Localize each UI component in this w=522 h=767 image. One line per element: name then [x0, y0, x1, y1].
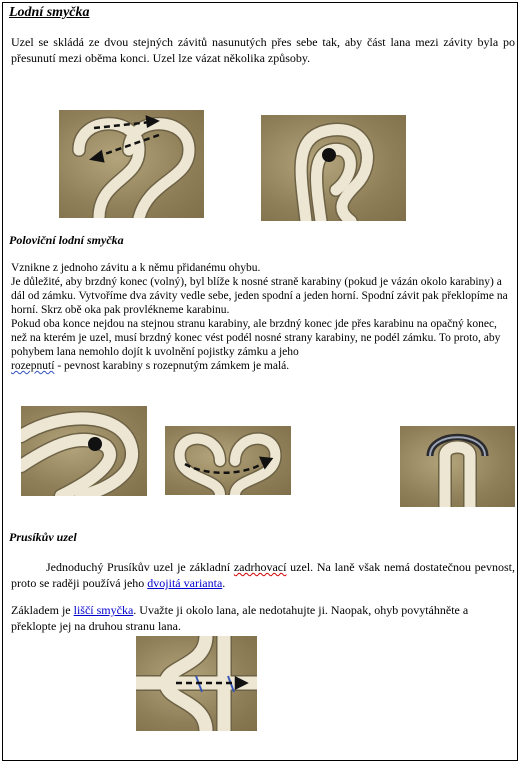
- section-title-lodni-smycka: Lodní smyčka: [9, 5, 90, 20]
- section1-paragraph: Uzel se skládá ze dvou stejných závitů nasunutých přes sebe tak, aby část lana mezi závity byla po přesunutí mezi oběma konci. Uzel lze vázat několika způsoby.: [11, 35, 515, 65]
- section3-p2-text-b: . Uvažte ji okolo lana, ale nedotahujte ji. Naopak, ohyb povytáhněte a překlopte jej na druhou stranu lana.: [11, 603, 469, 633]
- section2-line-3: Pokud oba konce nejdou na stejnou stranu karabiny, ale brzdný konec jde přes karabinu na opačný konec, než na kterém je uzel, musí brzdný konec vést podél nosné strany karabiny, ne podél zámku. To proto, aby pohybem lana nemohlo dojít k uvolnění pojistky zámku a jeho: [11, 318, 501, 358]
- section3-p2-text-a: Základem je: [11, 603, 74, 617]
- section3-p1-text-c: .: [222, 576, 226, 590]
- knot-photo-6: [136, 636, 257, 731]
- link-dvojita-varianta[interactable]: dvojitá varianta: [147, 576, 223, 590]
- knot-photo-3: [21, 406, 147, 496]
- spell-flag-rozepnuti: rozepnutí: [11, 360, 55, 372]
- section-title-prusikuv-uzel: Prusíkův uzel: [9, 530, 77, 544]
- spell-flag-zadrhovaci: zadrhovací: [233, 560, 287, 574]
- section2-line-1: Vznikne z jednoho závitu a k němu přidanému ohybu.: [11, 262, 261, 274]
- section2-line-2: Je důležité, aby brzdný konec (volný), byl blíže k nosné straně karabiny (pokud je vázán okolo karabiny) a dál od zámku. Vytvoříme dva závity vedle sebe, jeden spodní a jeden horní. Spodní závit pak překlopíme na horní. Skrz obě oka pak provlékneme karabinu.: [11, 276, 508, 316]
- section3-paragraph-2: [11, 602, 515, 634]
- knot-photo-2: [261, 115, 406, 221]
- document-page: [2, 2, 518, 761]
- knot-photo-1: [59, 110, 204, 218]
- section2-line-4-rest: - pevnost karabiny s rozepnutým zámkem je malá.: [54, 360, 290, 372]
- section-title-polovicni-lodni-smycka: Poloviční lodní smyčka: [9, 233, 124, 247]
- link-lisci-smycka[interactable]: liščí smyčka: [73, 603, 134, 617]
- section3-p1-text-a: Jednoduchý Prusíkův uzel je základní: [46, 560, 234, 574]
- section3-p1-text-b: uzel. Na laně však nemá dostatečnou pevnost, proto se raději používá jeho: [11, 560, 516, 590]
- knot-photo-5: [400, 426, 515, 507]
- knot-photo-4: [165, 426, 291, 495]
- section2-line-4: [11, 359, 511, 373]
- section2-body: [11, 261, 511, 373]
- section3-paragraph-1: [11, 559, 515, 591]
